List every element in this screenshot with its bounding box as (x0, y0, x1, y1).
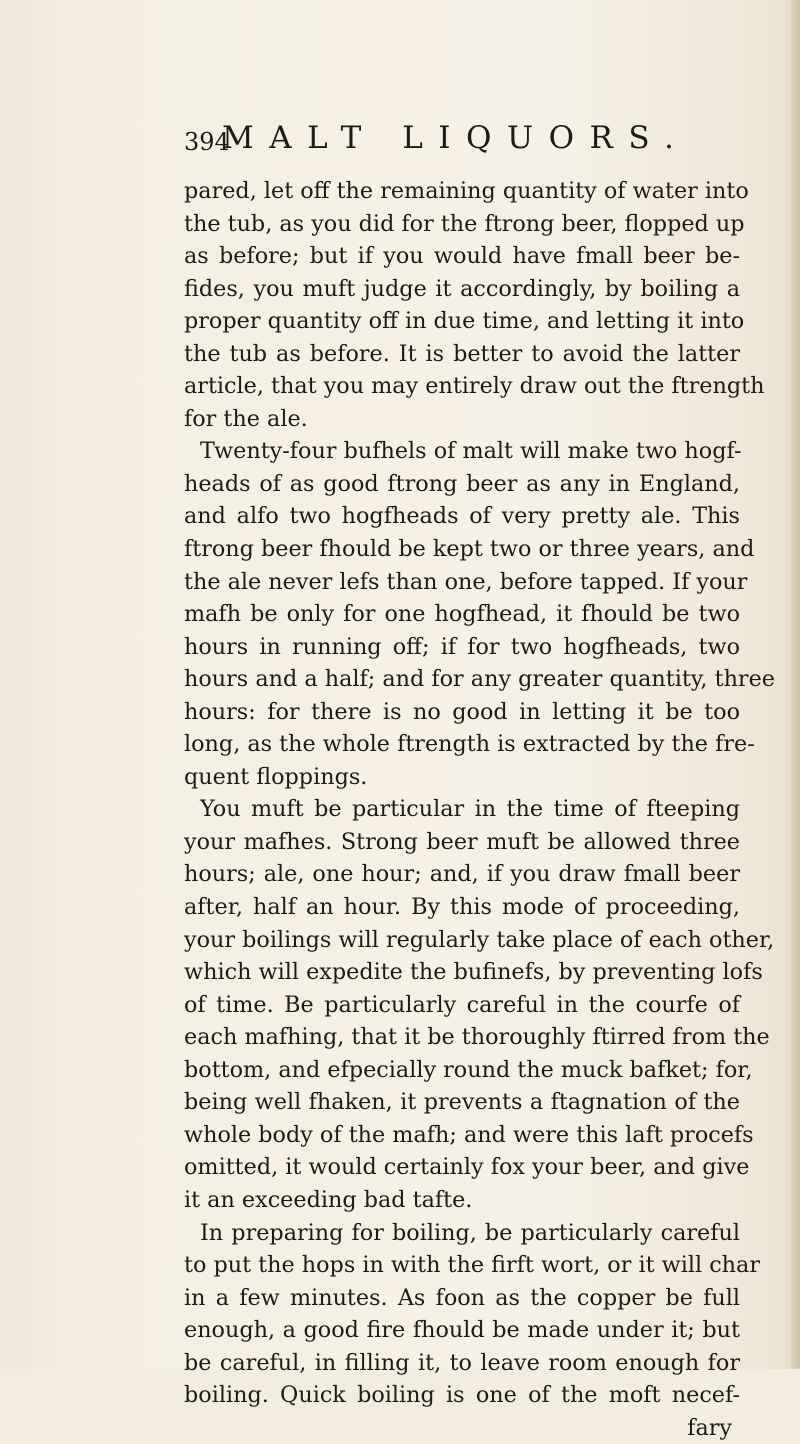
text-line: your mafhes. Strong beer muft be allowed three (184, 828, 740, 855)
text-line: pared, let off the remaining quantity of water into (184, 178, 749, 204)
text-line: your boilings will regularly take place of each other, (184, 926, 775, 953)
text-line: boiling. Quick boiling is one of the moft necef- (184, 1382, 740, 1409)
text-line: in a few minutes. As foon as the copper be full (184, 1284, 740, 1311)
text-line: be careful, in filling it, to leave room enough for (184, 1349, 740, 1376)
text-line: long, as the whole ftrength is extracted by the fre- (184, 731, 755, 758)
text-line: mafh be only for one hogfhead, it fhould be two (184, 601, 740, 628)
text-line: proper quantity off in due time, and letting it into (184, 308, 745, 335)
text-line: which will expedite the bufinefs, by preventing lofs (184, 959, 763, 986)
text-line: whole body of the mafh; and were this laft procefs (184, 1121, 754, 1148)
text-line: each mafhing, that it be thoroughly ftirred from the (184, 1024, 770, 1051)
body-text (184, 175, 775, 1444)
text-line: article, that you may entirely draw out the ftrength (184, 373, 765, 400)
text-line: the tub, as you did for the ftrong beer, flopped up (184, 210, 745, 237)
text-line: hours and a half; and for any greater quantity, three (184, 666, 775, 693)
text-line: and alfo two hogfheads of very pretty ale. This (184, 503, 740, 530)
text-line: being well fhaken, it prevents a ftagnation of the (184, 1089, 740, 1116)
text-line: Twenty-four bufhels of malt will make two hogf- (200, 438, 742, 465)
text-line: as before; but if you would have fmall beer be- (184, 243, 740, 270)
text-line: to put the hops in with the firft wort, or it will char (184, 1252, 760, 1279)
text-line: hours in running off; if for two hogfheads, two (184, 633, 740, 660)
text-line: bottom, and efpecially round the muck bafket; for, (184, 1056, 753, 1083)
text-line: for the ale. (184, 405, 308, 432)
text-line: quent floppings. (184, 763, 368, 790)
catchword: fary (687, 1414, 732, 1441)
text-line: fides, you muft judge it accordingly, by boiling a (184, 275, 740, 302)
text-line: of time. Be particularly careful in the courfe of (184, 991, 740, 1018)
text-line: omitted, it would certainly fox your beer, and give (184, 1154, 750, 1181)
text-line: hours; ale, one hour; and, if you draw fmall beer (184, 861, 740, 888)
page-edge (790, 0, 800, 1369)
text-line: hours: for there is no good in letting it be too (184, 698, 740, 725)
text-line: the ale never lefs than one, before tapped. If your (184, 568, 748, 595)
text-line: the tub as before. It is better to avoid the latter (184, 340, 740, 367)
text-line: after, half an hour. By this mode of proceeding, (184, 894, 740, 921)
text-line: enough, a good fire fhould be made under it; but (184, 1317, 740, 1344)
text-line: In preparing for boiling, be particularly careful (200, 1219, 740, 1246)
page-header (184, 120, 742, 160)
page-number: 394 (184, 128, 230, 156)
text-line: ftrong beer fhould be kept two or three years, and (184, 536, 755, 563)
text-line: heads of as good ftrong beer as any in England, (184, 470, 740, 497)
text-line: You muft be particular in the time of fteeping (200, 796, 740, 823)
text-line: it an exceeding bad tafte. (184, 1186, 473, 1213)
running-title: MALT LIQUORS. (222, 120, 690, 156)
